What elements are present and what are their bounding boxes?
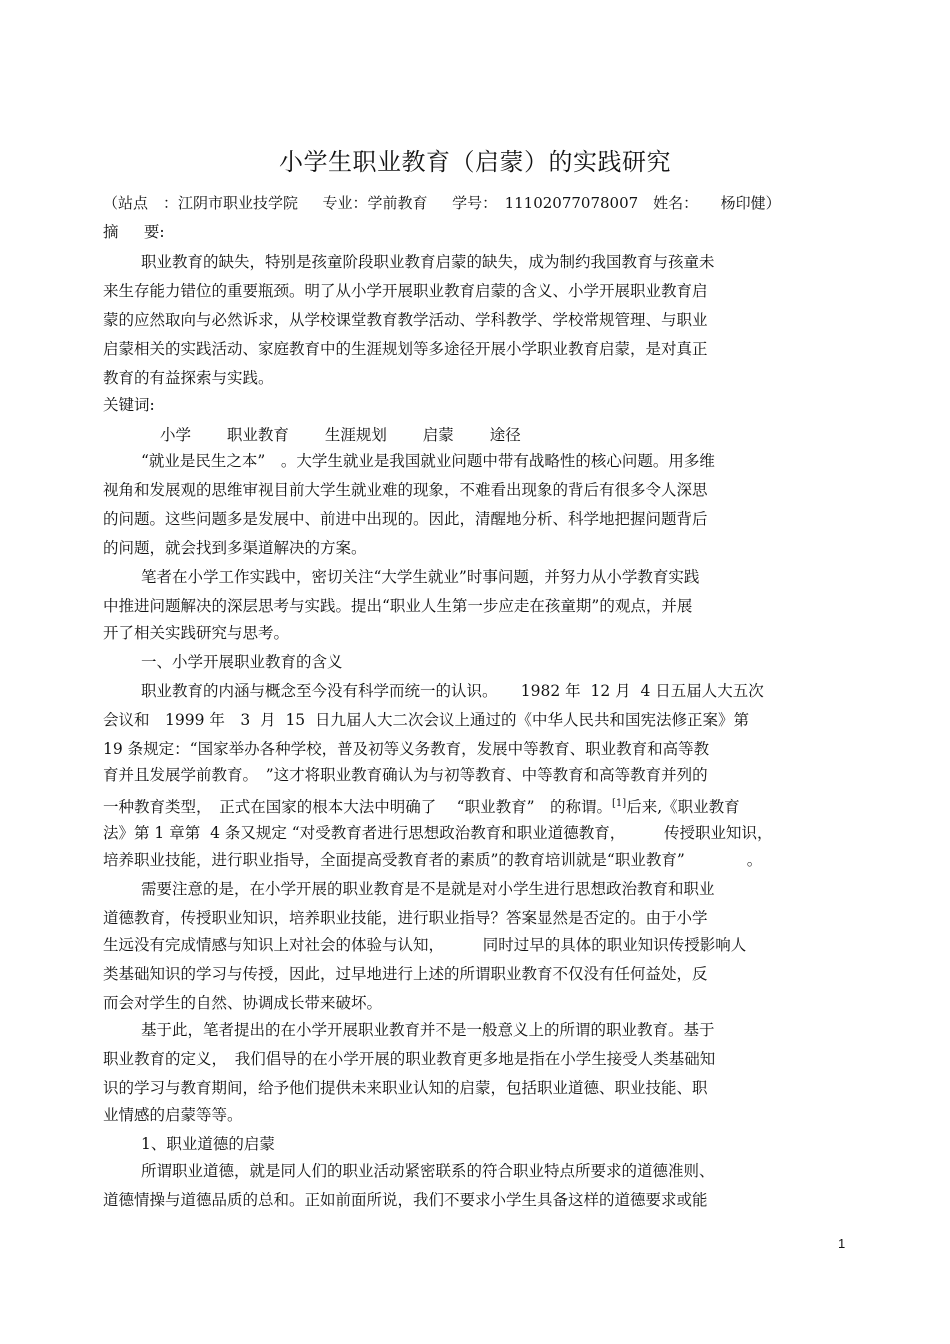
intro-line: 笔者在小学工作实践中，密切关注“大学生就业”时事问题，并努力从小学教育实践 xyxy=(141,568,700,586)
abstract-line: 启蒙相关的实践活动、家庭教育中的生涯规划等多途径开展小学职业教育启蒙，是对真正 xyxy=(103,340,708,358)
section-line: 需要注意的是，在小学开展的职业教育是不是就是对小学生进行思想政治教育和职业 xyxy=(141,880,715,898)
intro-line: 视角和发展观的思维审视目前大学生就业难的现象，不难看出现象的背后有很多令人深思 xyxy=(103,481,708,499)
keywords-list: 小学 职业教育 生涯规划 启蒙 途径 xyxy=(160,426,521,444)
section-line: 类基础知识的学习与传授，因此，过早地进行上述的所谓职业教育不仅没有任何益处，反 xyxy=(103,965,708,983)
section-line: 道德教育，传授职业知识，培养职业技能，进行职业指导？答案显然是否定的。由于小学 xyxy=(103,909,708,927)
section-line: 识的学习与教育期间，给予他们提供未来职业认知的启蒙，包括职业道德、职业技能、职 xyxy=(103,1079,708,1097)
abstract-line: 来生存能力错位的重要瓶颈。明了从小学开展职业教育启蒙的含义、小学开展职业教育启 xyxy=(103,282,708,300)
intro-line: 中推进问题解决的深层思考与实践。提出“职业人生第一步应走在孩童期”的观点，并展 xyxy=(103,597,693,615)
page-number: 1 xyxy=(838,1236,846,1251)
subsection-heading: 1、职业道德的启蒙 xyxy=(141,1135,275,1153)
section-line: 19 条规定：“国家举办各种学校，普及初等义务教育，发展中等教育、职业教育和高等教 xyxy=(103,740,710,758)
document-title: 小学生职业教育（启蒙）的实践研究 xyxy=(279,148,671,176)
section-heading: 一、小学开展职业教育的含义 xyxy=(141,653,343,671)
section-line: 而会对学生的自然、协调成长带来破坏。 xyxy=(103,994,383,1012)
intro-line: 开了相关实践研究与思考。 xyxy=(103,624,290,642)
section-line: 基于此，笔者提出的在小学开展职业教育并不是一般意义上的所谓的职业教育。基于 xyxy=(141,1021,715,1039)
author-byline: （站点 ：江阴市职业技学院 专业：学前教育 学号： 11102077078007 姓名： 杨印健） xyxy=(103,194,781,212)
keywords-heading: 关键词: xyxy=(103,396,155,414)
subsection-line: 所谓职业道德，就是同人们的职业活动紧密联系的符合职业特点所要求的道德准则、 xyxy=(141,1162,715,1180)
abstract-line: 蒙的应然取向与必然诉求，从学校课堂教育教学活动、学科教学、学校常规管理、与职业 xyxy=(103,311,708,329)
abstract-line: 职业教育的缺失，特别是孩童阶段职业教育启蒙的缺失，成为制约我国教育与孩童未 xyxy=(141,253,715,271)
subsection-line: 道德情操与道德品质的总和。正如前面所说，我们不要求小学生具备这样的道德要求或能 xyxy=(103,1191,708,1209)
intro-line: “就业是民生之本” 。大学生就业是我国就业问题中带有战略性的核心问题。用多维 xyxy=(141,452,715,470)
section-line xyxy=(103,793,740,818)
section-line: 法》第 1 章第 4 条又规定 “对受教育者进行思想政治教育和职业道德教育， 传授职业知识， xyxy=(103,824,773,842)
intro-line: 的问题。这些问题多是发展中、前进中出现的。因此，清醒地分析、科学地把握问题背后 xyxy=(103,510,708,528)
section-line: 会议和 1999 年 3 月 15 日九届人大二次会议上通过的《中华人民共和国宪法修正案》第 xyxy=(103,711,750,729)
abstract-heading: 摘 要: xyxy=(103,223,165,241)
intro-line: 的问题，就会找到多渠道解决的方案。 xyxy=(103,539,367,557)
abstract-line: 教育的有益探索与实践。 xyxy=(103,369,274,387)
section-line-text: 后来,《职业教育 xyxy=(626,798,740,817)
section-line: 培养职业技能，进行职业指导，全面提高受教育者的素质”的教育培训就是“职业教育” 。 xyxy=(103,851,763,869)
section-line: 育并且发展学前教育。 ”这才将职业教育确认为与初等教育、中等教育和高等教育并列的 xyxy=(103,766,708,784)
section-line: 职业教育的内涵与概念至今没有科学而统一的认识。 1982 年 12 月 4 日五届人大五次 xyxy=(141,682,764,700)
section-line: 生远没有完成情感与知识上对社会的体验与认知， 同时过早的具体的职业知识传授影响人 xyxy=(103,936,747,954)
section-line: 职业教育的定义， 我们倡导的在小学开展的职业教育更多地是指在小学生接受人类基础知 xyxy=(103,1050,716,1068)
section-line-text: 一种教育类型， 正式在国家的根本大法中明确了 “职业教育” 的称谓。 xyxy=(103,798,613,817)
citation-mark: [1] xyxy=(612,798,627,809)
section-line: 业情感的启蒙等等。 xyxy=(103,1106,243,1124)
